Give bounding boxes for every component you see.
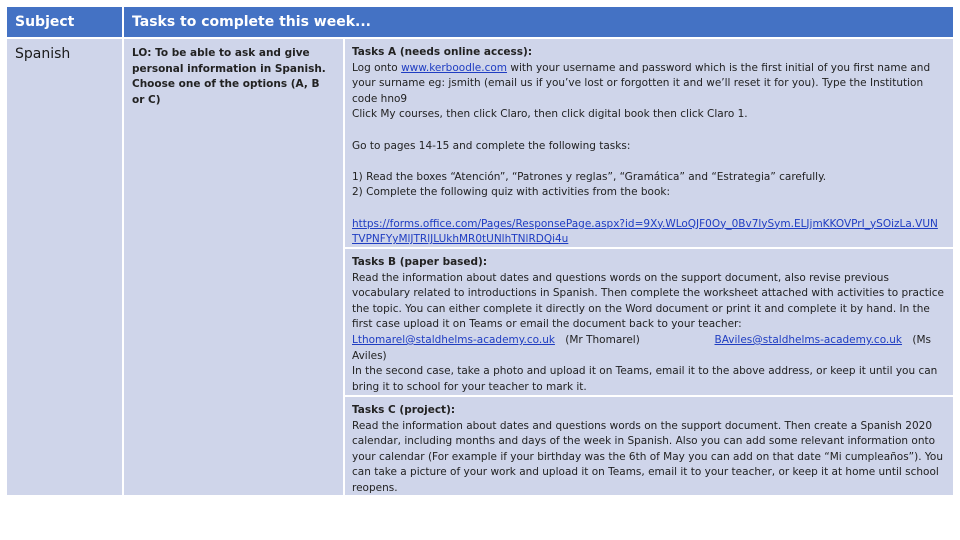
task-a-line2: Click My courses, then click Claro, then click digital book then click Claro 1. [352,108,748,121]
teacher-name-aviles: (Ms Aviles) [352,333,931,362]
subject-name: Spanish [15,46,71,62]
task-b-text1: Read the information about dates and questions words on the support document, also revise previous vocabulary related to introductions in Spanish. Then complete the worksheet attached with activities to practice the topic. You can either complete it directly on the Word document or print it and complete it by hand. In the first case upload it on Teams or email the document back to your teacher: [352,271,944,331]
task-a-line1-pre: Log onto [352,61,402,74]
task-c-text: Read the information about dates and questions words on the support document. Then create a Spanish 2020 calendar, including months and days of the week in Spanish. Also you can add some relevant information onto your calendar (For example if your birthday was the 6th of May you can add on that date “Mi cumpleaños”). You can take a picture of your work and upload it on Teams, email it to your teacher, or keep it at home until school reopens. [352,419,943,494]
header-subject-label: Subject [15,14,75,30]
task-b-title: Tasks B (paper based): [352,256,488,268]
task-b-text2: In the second case, take a photo and upload it on Teams, email it to the above address, or keep it until you can bring it to school for your teacher to mark it. [352,365,938,393]
teacher-name-thomarel: (Mr Thomarel) [565,333,640,346]
task-c-title: Tasks C (project): [352,404,456,416]
task-a-title: Tasks A (needs online access): [352,46,533,58]
task-a-line3: Go to pages 14-15 and complete the following tasks: [352,139,631,152]
task-b-cell [345,249,953,395]
task-a-login-text [352,61,946,108]
task-a-cell [345,39,953,247]
tasks-table [7,7,953,495]
learning-objective-cell [124,39,343,495]
email-aviles-link[interactable]: BAviles@staldhelms-academy.co.uk [714,333,903,346]
subject-cell [7,39,122,495]
kerboodle-link[interactable]: www.kerboodle.com [401,61,508,74]
task-c-cell [345,397,953,495]
task-b-contacts [352,333,946,364]
header-tasks [124,7,953,37]
header-tasks-label: Tasks to complete this week... [132,14,371,30]
task-a-step1: 1) Read the boxes “Atención”, “Patrones y reglas”, “Gramática” and “Estrategia” carefully. [352,170,827,183]
header-subject [7,7,122,37]
task-a-step2: 2) Complete the following quiz with activities from the book: [352,186,671,199]
learning-objective-text: LO: To be able to ask and give personal information in Spanish. Choose one of the options (A, B or C) [132,47,326,106]
quiz-link[interactable]: https://forms.office.com/Pages/ResponsePage.aspx?id=9Xy.WLoQJF0Oy_0Bv7lySym.ELJjmKKOVPrI_ySOizLa.VUN TVPNFYyMlJTRlJLUkhMR0tUNlhTNlRDQi4u [352,217,938,246]
email-thomarel-link[interactable]: Lthomarel@staldhelms-academy.co.uk [352,333,555,346]
task-a-line1-post: with your username and password which is the first initial of you first name and your surname eg: jsmith (email us if you’ve lost or forgotten it and we’ll reset it for you). Type the Institution code hno9 [352,61,931,105]
